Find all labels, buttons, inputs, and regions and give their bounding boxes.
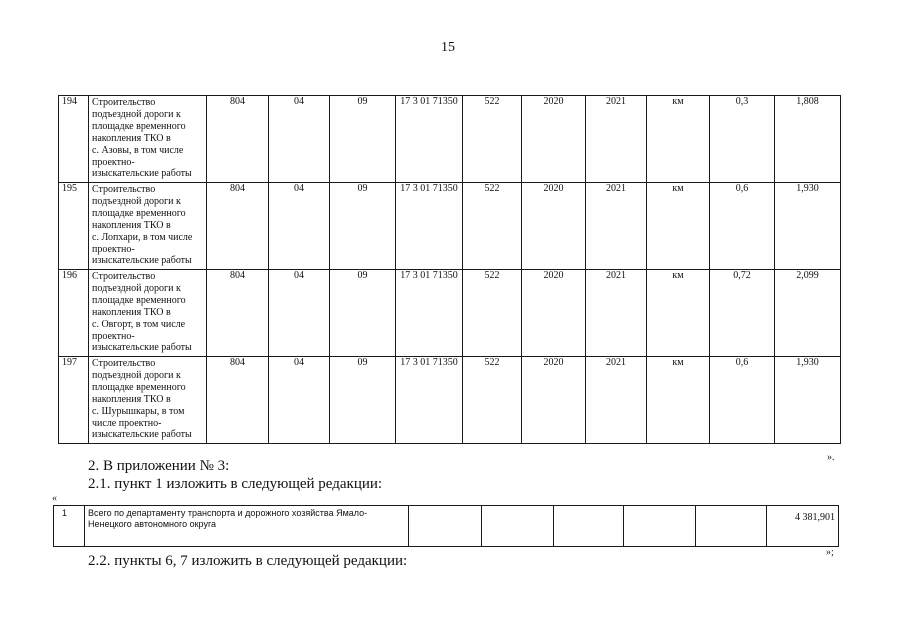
work-name-line: с. Азовы, в том числе bbox=[92, 144, 184, 156]
work-name-line: числе проектно- bbox=[92, 417, 162, 429]
amount-cell: 1,930 bbox=[775, 183, 841, 270]
amount-cell: 1,930 bbox=[775, 357, 841, 444]
expense-type-cell: 522 bbox=[463, 357, 522, 444]
code-cell: 804 bbox=[207, 96, 269, 183]
end-year-cell: 2021 bbox=[586, 357, 647, 444]
opening-quote: « bbox=[52, 493, 57, 504]
section-cell: 04 bbox=[269, 357, 330, 444]
work-name-line: с. Лопхари, в том числе bbox=[92, 231, 193, 243]
work-name-line: изыскательские работы bbox=[92, 429, 192, 441]
summary-table bbox=[53, 505, 839, 547]
amount-cell: 2,099 bbox=[775, 270, 841, 357]
table-row bbox=[59, 96, 841, 183]
row-number: 197 bbox=[59, 357, 89, 444]
section-cell: 04 bbox=[269, 183, 330, 270]
closing-quote: ». bbox=[827, 452, 835, 463]
section-cell: 04 bbox=[269, 270, 330, 357]
points-6-7-instruction: 2.2. пункты 6, 7 изложить в следующей редакции: bbox=[88, 553, 408, 569]
work-name-line: подъездной дороги к bbox=[92, 282, 181, 294]
empty-cell bbox=[482, 506, 554, 547]
work-name-line: площадке временного bbox=[92, 120, 186, 132]
work-name-line: подъездной дороги к bbox=[92, 369, 181, 381]
quantity-cell: 0,6 bbox=[710, 183, 775, 270]
end-year-cell: 2021 bbox=[586, 96, 647, 183]
table-row bbox=[59, 357, 841, 444]
end-year-cell: 2021 bbox=[586, 183, 647, 270]
row-number: 194 bbox=[59, 96, 89, 183]
work-name-line: Строительство bbox=[92, 271, 156, 282]
code-cell: 804 bbox=[207, 270, 269, 357]
subsection-cell: 09 bbox=[330, 357, 396, 444]
unit-cell: км bbox=[647, 270, 710, 357]
work-name-line: накопления ТКО в bbox=[92, 132, 171, 144]
summary-number: 1 bbox=[54, 506, 85, 547]
unit-cell: км bbox=[647, 96, 710, 183]
work-name-line: изыскательские работы bbox=[92, 342, 192, 354]
works-table bbox=[58, 95, 841, 444]
summary-name: Всего по департаменту транспорта и дорожного хозяйства Ямало-Ненецкого автономного округа bbox=[85, 506, 409, 547]
work-name-line: подъездной дороги к bbox=[92, 108, 181, 120]
target-code-cell: 17 3 01 71350 bbox=[396, 270, 463, 357]
start-year-cell: 2020 bbox=[522, 183, 586, 270]
unit-cell: км bbox=[647, 357, 710, 444]
expense-type-cell: 522 bbox=[463, 96, 522, 183]
work-name-line: площадке временного bbox=[92, 294, 186, 306]
work-name-line: накопления ТКО в bbox=[92, 219, 171, 231]
row-number: 196 bbox=[59, 270, 89, 357]
page-number: 15 bbox=[441, 40, 455, 55]
work-name-line: площадке временного bbox=[92, 207, 186, 219]
work-name-line: площадке временного bbox=[92, 381, 186, 393]
work-name-line: накопления ТКО в bbox=[92, 306, 171, 318]
work-name-line: Строительство bbox=[92, 358, 156, 369]
work-name bbox=[89, 96, 207, 183]
empty-cell bbox=[409, 506, 482, 547]
work-name-line: проектно- bbox=[92, 243, 135, 255]
subsection-cell: 09 bbox=[330, 270, 396, 357]
quantity-cell: 0,6 bbox=[710, 357, 775, 444]
table-row bbox=[54, 506, 839, 547]
unit-cell: км bbox=[647, 183, 710, 270]
empty-cell bbox=[554, 506, 624, 547]
table-row bbox=[59, 270, 841, 357]
quantity-cell: 0,72 bbox=[710, 270, 775, 357]
empty-cell bbox=[624, 506, 696, 547]
summary-total: 4 381,901 bbox=[767, 506, 839, 547]
start-year-cell: 2020 bbox=[522, 96, 586, 183]
subsection-cell: 09 bbox=[330, 183, 396, 270]
table-row bbox=[59, 183, 841, 270]
point-1-instruction: 2.1. пункт 1 изложить в следующей редакции: bbox=[88, 476, 383, 492]
work-name-line: Строительство bbox=[92, 97, 156, 108]
work-name bbox=[89, 357, 207, 444]
start-year-cell: 2020 bbox=[522, 357, 586, 444]
work-name-line: изыскательские работы bbox=[92, 255, 192, 267]
expense-type-cell: 522 bbox=[463, 270, 522, 357]
subsection-cell: 09 bbox=[330, 96, 396, 183]
work-name-line: проектно- bbox=[92, 330, 135, 342]
target-code-cell: 17 3 01 71350 bbox=[396, 96, 463, 183]
work-name-line: с. Шурышкары, в том bbox=[92, 405, 185, 417]
work-name bbox=[89, 270, 207, 357]
work-name-line: изыскательские работы bbox=[92, 168, 192, 180]
work-name-line: Строительство bbox=[92, 184, 156, 195]
work-name-line: подъездной дороги к bbox=[92, 195, 181, 207]
code-cell: 804 bbox=[207, 357, 269, 444]
amount-cell: 1,808 bbox=[775, 96, 841, 183]
empty-cell bbox=[696, 506, 767, 547]
code-cell: 804 bbox=[207, 183, 269, 270]
closing-quote: »; bbox=[826, 547, 834, 558]
appendix-heading: 2. В приложении № 3: bbox=[88, 458, 230, 474]
section-cell: 04 bbox=[269, 96, 330, 183]
work-name-line: проектно- bbox=[92, 156, 135, 168]
start-year-cell: 2020 bbox=[522, 270, 586, 357]
row-number: 195 bbox=[59, 183, 89, 270]
work-name-line: накопления ТКО в bbox=[92, 393, 171, 405]
quantity-cell: 0,3 bbox=[710, 96, 775, 183]
expense-type-cell: 522 bbox=[463, 183, 522, 270]
end-year-cell: 2021 bbox=[586, 270, 647, 357]
work-name bbox=[89, 183, 207, 270]
target-code-cell: 17 3 01 71350 bbox=[396, 357, 463, 444]
work-name-line: с. Овгорт, в том числе bbox=[92, 318, 186, 330]
target-code-cell: 17 3 01 71350 bbox=[396, 183, 463, 270]
